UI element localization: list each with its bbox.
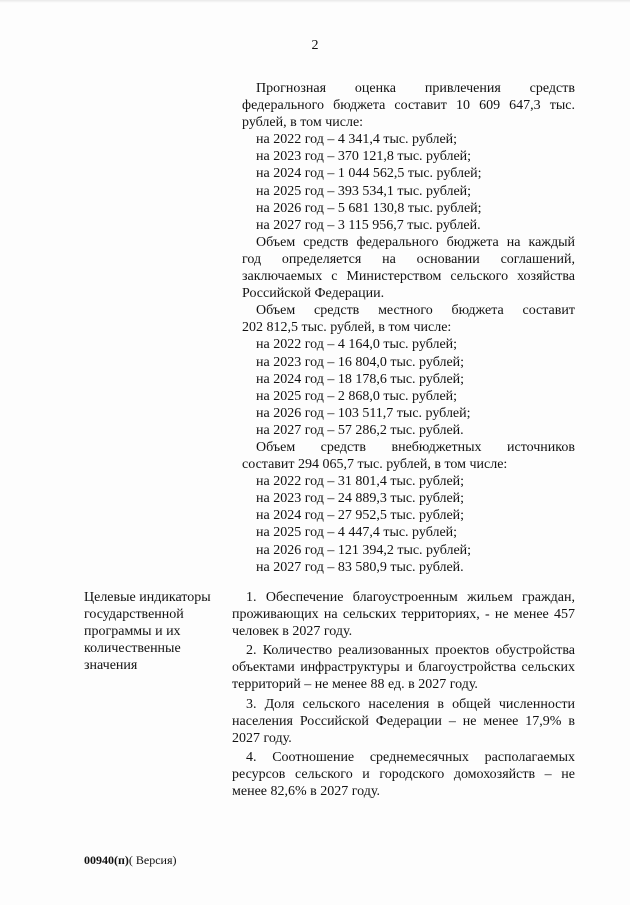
- document-code: 00940(п): [84, 853, 129, 867]
- federal-intro-line-3: рублей, в том числе:: [242, 115, 364, 131]
- extrabudget-intro-line-1: Объем средств внебюджетных источников: [256, 439, 575, 455]
- federal-year-2022: на 2022 год – 4 341,4 тыс. рублей;: [256, 132, 458, 148]
- local-year-2025: на 2025 год – 2 868,0 тыс. рублей;: [256, 388, 458, 404]
- local-intro-line-2: 202 812,5 тыс. рублей, в том числе:: [242, 320, 452, 336]
- targets-list: [232, 589, 575, 800]
- extrabudget-year-2023: на 2023 год – 24 889,3 тыс. рублей;: [256, 491, 465, 507]
- target-item-4: 4. Соотношение среднемесячных располагаемых ресурсов сельского и городского домохозяйств – не менее 82,6% в 2027 году.: [232, 749, 575, 800]
- local-year-2024: на 2024 год – 18 178,6 тыс. рублей;: [256, 371, 465, 387]
- target-item-3: 3. Доля сельского населения в общей численности населения Российской Федерации – не менее 17,9% в 2027 году.: [232, 696, 575, 746]
- federal-note: Объем средств федерального бюджета на каждый год определяется на основании соглашений, заключаемых с Министерством сельского хозяйства Российской Федерации.: [242, 234, 575, 302]
- document-footer: [84, 853, 177, 868]
- local-intro-line-1: Объем средств местного бюджета составит: [256, 303, 575, 319]
- extrabudget-year-2025: на 2025 год – 4 447,4 тыс. рублей;: [256, 525, 458, 541]
- federal-year-2027: на 2027 год – 3 115 956,7 тыс. рублей.: [256, 217, 481, 233]
- extrabudget-year-2024: на 2024 год – 27 952,5 тыс. рублей;: [256, 508, 465, 524]
- scan-edge: [0, 0, 630, 3]
- federal-year-2025: на 2025 год – 393 534,1 тыс. рублей;: [256, 183, 472, 199]
- page-number: 2: [311, 38, 319, 53]
- federal-year-2023: на 2023 год – 370 121,8 тыс. рублей;: [256, 149, 472, 165]
- targets-label: Целевые индикаторы государственной программы и их количественные значения: [84, 590, 211, 673]
- extrabudget-year-2026: на 2026 год – 121 394,2 тыс. рублей;: [256, 542, 472, 558]
- extrabudget-year-2022: на 2022 год – 31 801,4 тыс. рублей;: [256, 474, 465, 490]
- local-year-2026: на 2026 год – 103 511,7 тыс. рублей;: [256, 405, 471, 421]
- funding-column: [242, 80, 575, 576]
- federal-intro-line-2: федерального бюджета составит 10 609 647,3 тыс.: [242, 98, 575, 114]
- federal-year-2024: на 2024 год – 1 044 562,5 тыс. рублей;: [256, 166, 482, 182]
- target-item-2: 2. Количество реализованных проектов обустройства объектами инфраструктуры и благоустройства сельских территорий – не менее 88 ед. в 2027 году.: [232, 643, 575, 693]
- local-year-2027: на 2027 год – 57 286,2 тыс. рублей.: [256, 422, 464, 438]
- extrabudget-intro-line-2: составит 294 065,7 тыс. рублей, в том числе:: [242, 457, 508, 473]
- local-year-2022: на 2022 год – 4 164,0 тыс. рублей;: [256, 337, 458, 353]
- local-year-2023: на 2023 год – 16 804,0 тыс. рублей;: [256, 354, 465, 370]
- document-version: ( Версия): [128, 853, 177, 867]
- federal-year-2026: на 2026 год – 5 681 130,8 тыс. рублей;: [256, 200, 482, 216]
- federal-intro-line-1: Прогнозная оценка привлечения средств: [256, 81, 575, 96]
- target-item-1: 1. Обеспечение благоустроенным жильем граждан, проживающих на сельских территориях, - не менее 457 человек в 2027 году.: [232, 590, 575, 640]
- extrabudget-year-2027: на 2027 год – 83 580,9 тыс. рублей.: [256, 559, 464, 575]
